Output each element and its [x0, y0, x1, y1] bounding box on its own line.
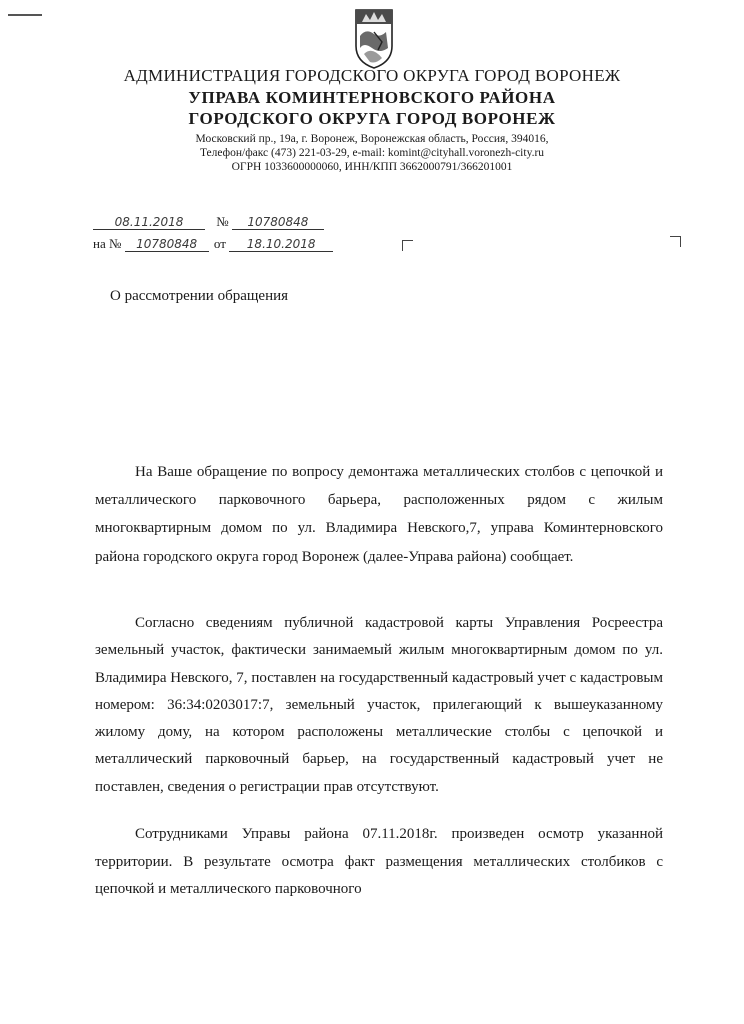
from-label: от — [213, 236, 226, 251]
reference-label: на № — [93, 236, 122, 251]
body-paragraph-1: На Ваше обращение по вопросу демонтажа металлических столбов с цепочкой и металлического парковочного барьера, расположенных рядом с жилым многоквартирным домом по ул. Владимира Невского,7, управа Коминтерновского района городского округа город Воронеж (далее-Управа района) сообщает. — [95, 464, 663, 565]
outgoing-registration — [93, 214, 324, 230]
body-paragraph-3: Сотрудниками Управы района 07.11.2018г. произведен осмотр указанной территории. В результате осмотра факт размещения металлических столбиков с цепочкой и металлического парковочного — [95, 826, 663, 897]
reference-number: 10780848 — [125, 237, 209, 252]
header-address: Московский пр., 19а, г. Воронеж, Воронежская область, Россия, 394016, — [195, 133, 549, 145]
outgoing-date: 08.11.2018 — [93, 215, 205, 230]
scan-corner-mark — [8, 14, 42, 16]
reference-date: 18.10.2018 — [229, 237, 333, 252]
number-label: № — [216, 214, 229, 229]
address-block-bracket-left — [402, 240, 413, 251]
voronezh-coat-of-arms-icon — [352, 8, 396, 70]
header-registration-ids: ОГРН 1033600000060, ИНН/КПП 3662000791/366201001 — [231, 161, 513, 173]
header-city-district: ГОРОДСКОГО ОКРУГА ГОРОД ВОРОНЕЖ — [188, 109, 556, 128]
outgoing-number: 10780848 — [232, 215, 324, 230]
letter-subject: О рассмотрении обращения — [110, 288, 289, 304]
body-paragraph-2: Согласно сведениям публичной кадастровой карты Управления Росреестра земельный участок, фактически занимаемый жилым многоквартирным домом по ул. Владимира Невского, 7, поставлен на государственный кадастровый учет с кадастровым номером: 36:34:0203017:7, земельный участок, прилегающий к вышеуказанному жилому дому, на котором расположены металлические столбы с цепочкой и металлический парковочный барьер, на государственный кадастровый учет не поставлен, сведения о регистрации прав отсутствуют. — [95, 615, 663, 795]
header-contacts: Телефон/факс (473) 221-03-29, e-mail: komint@cityhall.voronezh-city.ru — [199, 147, 545, 159]
header-administration: АДМИНИСТРАЦИЯ ГОРОДСКОГО ОКРУГА ГОРОД ВОРОНЕЖ — [123, 66, 621, 85]
incoming-reference — [93, 236, 333, 252]
header-district-office: УПРАВА КОМИНТЕРНОВСКОГО РАЙОНА — [188, 88, 556, 107]
address-block-bracket-right — [670, 236, 681, 247]
